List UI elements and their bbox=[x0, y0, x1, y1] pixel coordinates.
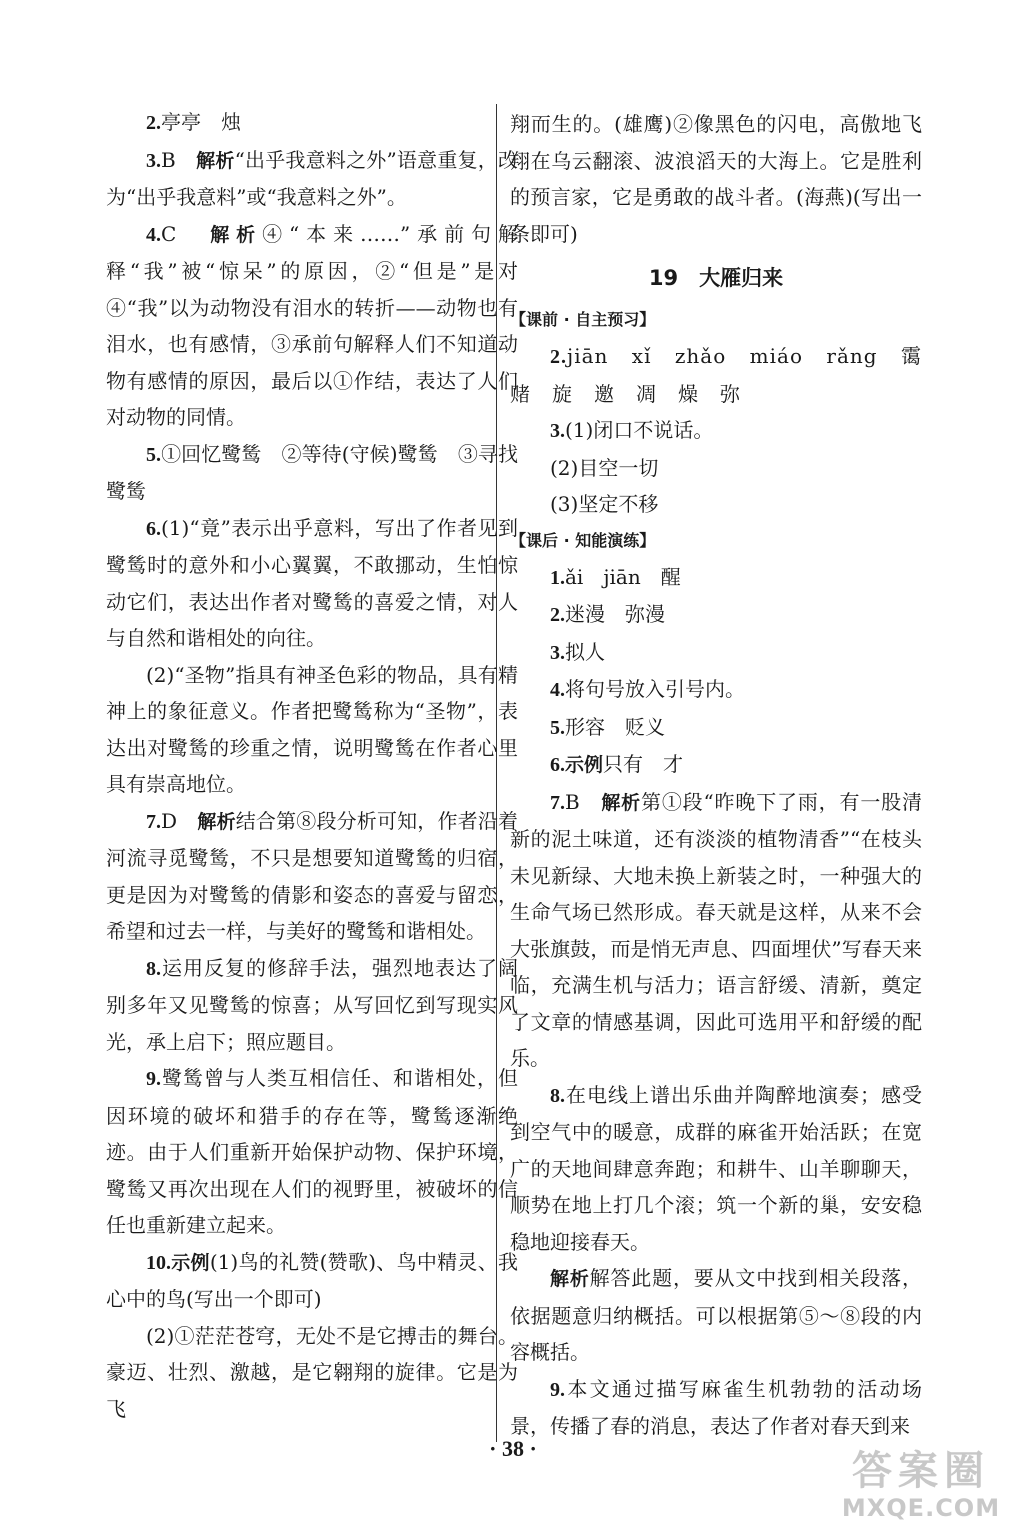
answer-4: 4.C 解析④“本来……”承前句解释“我”被“惊呆”的原因，②“但是”是对④“我”以为动物没有泪水的转折——动物也有泪水，也有感情，③承前句解释人们不知道动物有感情的原因，最后以①作结，表达了人们对动物的同情。 bbox=[106, 221, 518, 429]
watermark-logo bbox=[826, 1448, 1016, 1528]
post-answer-3: 3.拟人 bbox=[550, 639, 605, 664]
post-answer-1: 1.ǎi jiān 醒 bbox=[550, 564, 681, 589]
answer-7: 7.D 解析结合第⑧段分析可知，作者沿着河流寻觅鹭鸶，不只是想要知道鹭鸶的归宿，更是因为对鹭鸶的倩影和姿态的喜爱与留恋，希望和过去一样，与美好的鹭鸶和谐相处。 bbox=[106, 808, 518, 943]
left-column bbox=[106, 104, 518, 1427]
answer-6-2: (2)“圣物”指具有神圣色彩的物品，具有精神上的象征意义。作者把鹭鸶称为“圣物”，表达出对鹭鸶的珍重之情，说明鹭鸶在作者心里具有崇高地位。 bbox=[106, 662, 518, 796]
answer-10-1: 10.示例(1)鸟的礼赞(赞歌)、鸟中精灵、我心中的鸟(写出一个即可) bbox=[106, 1249, 518, 1311]
answer-8: 8.运用反复的修辞手法，强烈地表达了阔别多年又见鹭鸶的惊喜；从写回忆到写现实风光，承上启下；照应题目。 bbox=[106, 955, 518, 1054]
post-answer-5: 5.形容 贬义 bbox=[550, 714, 665, 739]
post-answer-8: 8.在电线上谱出乐曲并陶醉地演奏；感受到空气中的暖意，成群的麻雀开始活跃；在宽广的天地间肆意奔跑；和耕牛、山羊聊聊天，顺势在地上打几个滚；筑一个新的巢，安安稳稳地迎接春天。 bbox=[510, 1082, 922, 1254]
post-answer-2: 2.迷漫 弥漫 bbox=[550, 602, 665, 626]
pre-answer-3-2: (2)目空一切 bbox=[550, 455, 659, 480]
pre-study-label: 【课前 · 自主预习】 bbox=[510, 310, 656, 329]
answer-2: 2.亭亭 烛 bbox=[146, 110, 241, 134]
answer-5: 5.①回忆鹭鸶 ②等待(守候)鹭鸶 ③寻找鹭鸶 bbox=[106, 441, 518, 503]
answer-10-2: (2)①茫茫苍穹，无处不是它搏击的舞台。豪迈、壮烈、激越，是它翱翔的旋律。它是为飞 bbox=[106, 1323, 518, 1421]
post-practice-label: 【课后 · 知能演练】 bbox=[510, 530, 656, 550]
watermark-top: 答案圈 bbox=[852, 1448, 990, 1494]
answer-3: 3.B 解析“出乎我意料之外”语意重复，改为“出乎我意料”或“我意料之外”。 bbox=[106, 147, 518, 209]
answer-6-1: 6.(1)“竟”表示出乎意料，写出了作者见到鹭鸶时的意外和小心翼翼，不敢挪动，生怕惊动它们，表达出作者对鹭鸶的喜爱之情，对人与自然和谐相处的向往。 bbox=[106, 515, 518, 650]
post-answer-7: 7.B 解析第①段“昨晚下了雨，有一股清新的泥土味道，还有淡淡的植物清香”“在枝头未见新绿、大地未换上新装之时，一种强大的生命气场已然形成。春天就是这样，从来不会大张旗鼓，而是悄无声息、四面埋伏”写春天来临，充满生机与活力；语言舒缓、清新，奠定了文章的情感基调，因此可选用平和舒缓的配乐。 bbox=[510, 789, 922, 1070]
pre-answer-2: 2.jiān xǐ zhǎo miáo rǎng 霭 赌 旋 邀 凋 燥 弥 bbox=[510, 344, 943, 406]
post-answer-4: 4.将句号放入引号内。 bbox=[550, 677, 745, 701]
watermark-bottom: MXQE.COM bbox=[841, 1494, 1001, 1522]
post-answer-9: 9.本文通过描写麻雀生机勃勃的活动场景，传播了春的消息，表达了作者对春天到来 bbox=[510, 1376, 922, 1438]
answer-10-continuation: 翔而生的。(雄鹰)②像黑色的闪电，高傲地飞翔在乌云翻滚、波浪滔天的大海上。它是胜利的预言家，它是勇敢的战斗者。(海燕)(写出一条即可) bbox=[510, 112, 922, 246]
right-column bbox=[510, 106, 943, 1445]
pre-answer-3-3: (3)坚定不移 bbox=[550, 492, 659, 516]
page-number: · 38 · bbox=[489, 1436, 537, 1461]
answer-9: 9.鹭鸶曾与人类互相信任、和谐相处，但因环境的破坏和猎手的存在等，鹭鸶逐渐绝迹。由于人们重新开始保护动物、保护环境，鹭鸶又再次出现在人们的视野里，被破坏的信任也重新建立起来。 bbox=[106, 1066, 518, 1237]
post-answer-8-analysis: 解析解答此题，要从文中找到相关段落，依据题意归纳概括。可以根据第⑤～⑧段的内容概括。 bbox=[510, 1266, 922, 1364]
section-title: 19 大雁归来 bbox=[648, 266, 784, 290]
pre-answer-3-1: 3.(1)闭口不说话。 bbox=[550, 418, 714, 442]
post-answer-6: 6.示例只有 才 bbox=[550, 752, 684, 776]
